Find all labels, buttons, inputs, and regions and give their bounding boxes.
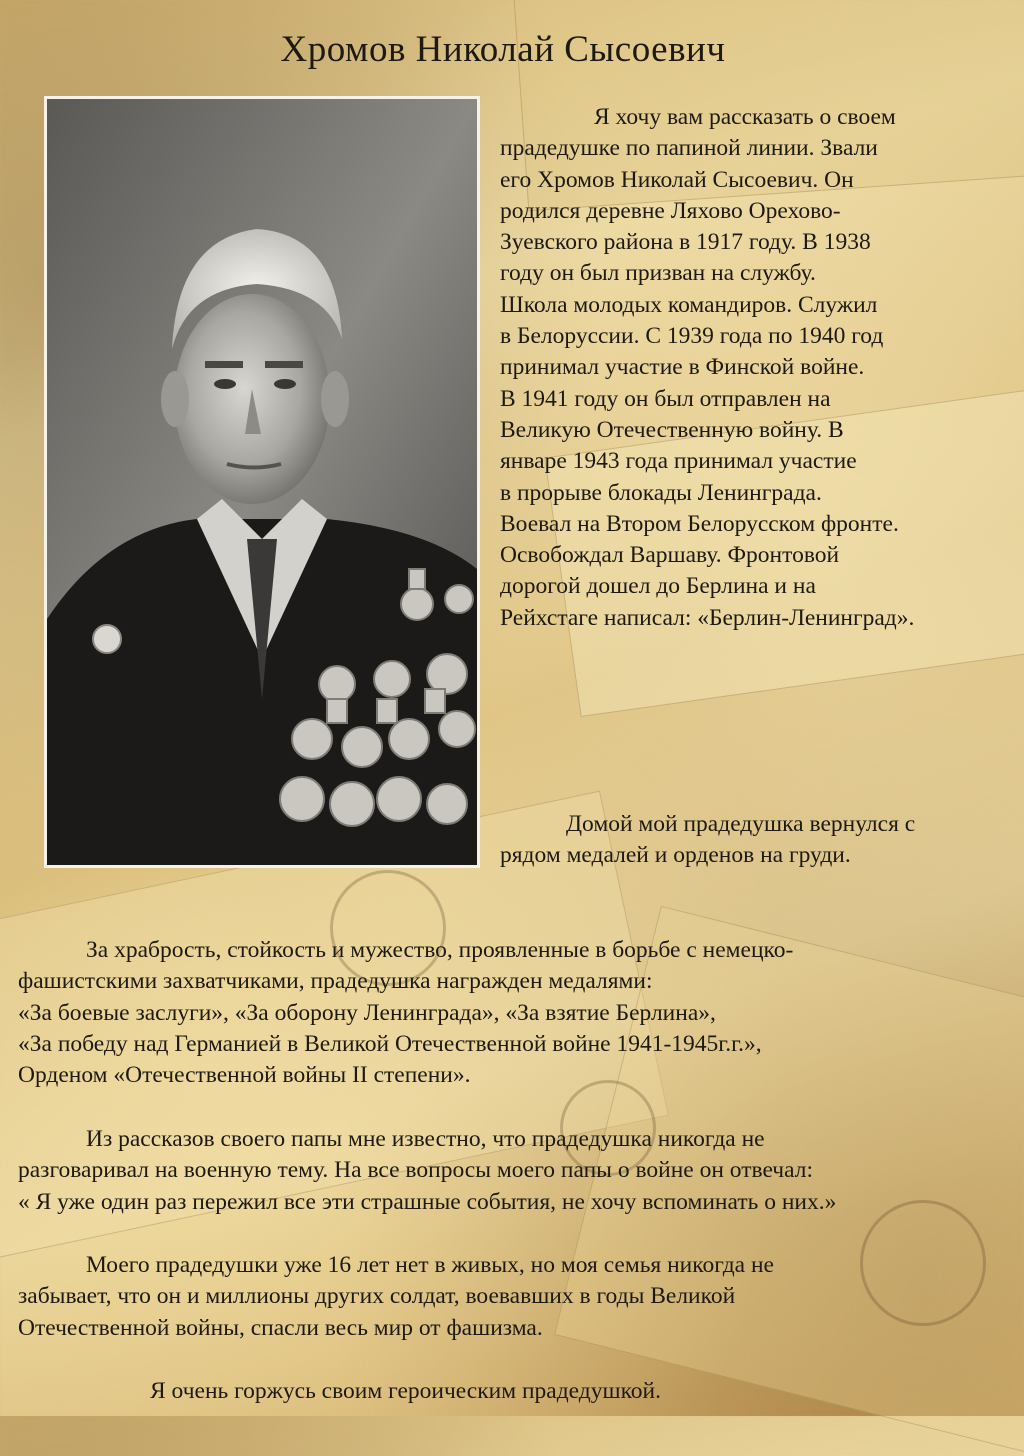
awards-line: «За боевые заслуги», «За оборону Ленинграда», «За взятие Берлина», — [18, 999, 716, 1026]
memory-line: Из рассказов своего папы мне известно, что прадедушка никогда не — [86, 1126, 765, 1152]
pride-paragraph: Я очень горжусь своим героическим прадедушкой. — [150, 1378, 662, 1404]
page-title: Хромов Николай Сысоевич — [280, 29, 726, 70]
intro-line: в Белоруссии. С 1939 года по 1940 год — [500, 323, 884, 350]
memory-paragraph — [18, 1124, 1008, 1218]
intro-line: Рейхстаге написал: «Берлин-Ленинград». — [500, 604, 915, 631]
veteran-portrait-image — [47, 99, 477, 865]
intro-line: дорогой дошел до Берлина и на — [500, 573, 816, 600]
intro-line: Великую Отечественную войну. В — [500, 416, 844, 443]
intro-paragraph — [500, 102, 980, 634]
intro-line: Я хочу вам рассказать о своем — [594, 104, 896, 130]
intro-line: Школа молодых командиров. Служил — [500, 291, 878, 318]
return-line: Домой мой прадедушка вернулся с — [566, 811, 916, 837]
awards-line: За храбрость, стойкость и мужество, проявленные в борьбе с немецко- — [86, 937, 794, 963]
awards-line: фашистскими захватчиками, прадедушка награжден медалями: — [18, 968, 653, 995]
intro-line: в прорыве блокады Ленинграда. — [500, 479, 822, 506]
intro-line: году он был призван на службу. — [500, 260, 816, 287]
intro-line: В 1941 году он был отправлен на — [500, 385, 831, 412]
intro-line: принимал участие в Финской войне. — [500, 354, 865, 381]
lapel-pin-icon — [93, 625, 121, 653]
family-line: забывает, что он и миллионы других солдат, воевавших в годы Великой — [18, 1283, 736, 1310]
awards-paragraph — [18, 935, 1008, 1091]
intro-line: прадедушке по папиной линии. Звали — [500, 135, 878, 162]
family-line: Моего прадедушки уже 16 лет нет в живых, но моя семья никогда не — [86, 1252, 774, 1278]
intro-line: Зуевского района в 1917 году. В 1938 — [500, 229, 871, 256]
intro-line: январе 1943 года принимал участие — [500, 448, 857, 475]
memory-line: « Я уже один раз пережил все эти страшные события, не хочу вспоминать о них.» — [18, 1188, 837, 1215]
portrait-photo — [44, 96, 480, 868]
intro-line: родился деревне Ляхово Орехово- — [500, 197, 841, 224]
intro-line: его Хромов Николай Сысоевич. Он — [500, 166, 854, 193]
family-paragraph — [18, 1250, 1008, 1344]
awards-line: «За победу над Германией в Великой Отечественной войне 1941-1945г.г.», — [18, 1030, 762, 1057]
memory-line: разговаривал на военную тему. На все вопросы моего папы о войне он отвечал: — [18, 1157, 814, 1184]
family-line: Отечественной войны, спасли весь мир от фашизма. — [18, 1314, 543, 1341]
awards-line: Орденом «Отечественной войны II степени». — [18, 1062, 471, 1089]
intro-line: Освобождал Варшаву. Фронтовой — [500, 542, 840, 569]
return-paragraph — [500, 809, 1000, 872]
return-line: рядом медалей и орденов на груди. — [500, 842, 851, 869]
intro-line: Воевал на Втором Белорусском фронте. — [500, 510, 899, 537]
